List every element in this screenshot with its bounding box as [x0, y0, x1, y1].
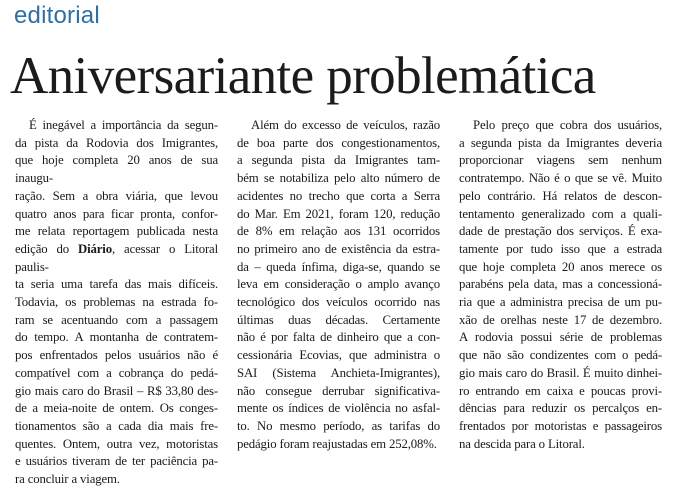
text-line: contratempo. Não é o que se vê. Muito — [459, 171, 662, 186]
article-column-1 — [15, 117, 218, 489]
text-line: me relata reportagem publicada nesta — [15, 224, 218, 239]
text-line: Pelo preço que cobra dos usuários, — [473, 118, 662, 132]
text-line: quentes. Ontem, outra vez, motoristas — [15, 436, 218, 451]
text-line: gio mais caro do Brasil – R$ 33,80 des- — [15, 383, 218, 398]
text-line: a segunda pista da Imigrantes tam- — [237, 153, 440, 168]
text-line: no primeiro ano de existência da estra- — [237, 241, 440, 256]
text-line: Todavia, os problemas na estrada fo- — [15, 295, 218, 310]
text-line: dade de prestação dos serviços. É exa- — [459, 224, 662, 239]
text-line: cessionária Ecovias, que administra o — [237, 348, 440, 363]
text-line: que hoje completa 20 anos merece os — [459, 259, 662, 274]
text-line: e usuários tiveram de ter paciência pa- — [15, 454, 218, 469]
text-line: bém se notabiliza pelo alto número de — [237, 171, 440, 186]
text-line: SAI (Sistema Anchieta-Imigrantes), — [237, 365, 440, 380]
text-line: de a meia-noite de ontem. Os conges- — [15, 401, 218, 416]
text-line: de boa parte dos congestionamentos, — [237, 135, 440, 150]
text-line: compatível com a cobrança do pedá- — [15, 365, 218, 380]
text-line: últimas duas décadas. Certamente — [237, 312, 440, 327]
text-line: acidentes no trecho que corta a Serra — [237, 188, 440, 203]
text-line: tecnológico dos veículos ocorrido nas — [237, 295, 440, 310]
text-line: gio mais caro do Brasil. É muito dinhei- — [459, 365, 662, 380]
text-line: pos enfrentados pelos usuários não é — [15, 348, 218, 363]
text-line: A rodovia possui série de problemas — [459, 330, 662, 345]
article-column-3 — [459, 117, 662, 453]
text-line: não é por falta de dinheiro que a con- — [237, 330, 440, 345]
article-column-2 — [237, 117, 440, 453]
text-line: frentados por motoristas e passageiros — [459, 418, 662, 433]
text-line: xão de orelhas neste 17 de dezembro. — [459, 312, 662, 327]
text-line: da pista da Rodovia dos Imigrantes, — [15, 135, 218, 150]
text-line: ra concluir a viagem. — [15, 472, 120, 487]
text-line: edição do Diário, acessar o Litoral paulis- — [15, 241, 218, 274]
text-line: mente os índices de violência no asfal- — [237, 401, 440, 416]
text-line: quatro anos para ficar pronta, confor- — [15, 206, 218, 221]
text-line: da – queda ínfima, diga-se, quando se — [237, 259, 440, 274]
text-line: parabéns pela data, mas a concessioná- — [459, 277, 662, 292]
text-line: tionamentos são a cada dia mais fre- — [15, 418, 218, 433]
text-line: ria que a administra precisa de um pu- — [459, 295, 662, 310]
text-line: tentamento generalizado com a quali- — [459, 206, 662, 221]
text-line: dências para reduzir os percalços en- — [459, 401, 662, 416]
text-line: que hoje completa 20 anos de sua inaugu- — [15, 153, 218, 186]
newspaper-name: Diário — [78, 241, 112, 256]
text-line: que não são condizentes com o pedá- — [459, 348, 662, 363]
text-line: É inegável a importância da segun- — [29, 118, 218, 132]
text-line: ram se acentuando com a passagem — [15, 312, 218, 327]
text-line: pelo contrário. Há relatos de descon- — [459, 188, 662, 203]
text-line: tamente por tudo isso que a estrada — [459, 241, 662, 256]
text-line: leva em consideração o amplo avanço — [237, 277, 440, 292]
text-line: de 8% em relação aos 131 ocorridos — [237, 224, 440, 239]
headline: Aniversariante problemática — [10, 47, 596, 105]
text-line: pedágio foram reajustadas em 252,08%. — [237, 436, 437, 451]
text-line: a segunda pista da Imigrantes deveria — [459, 135, 662, 150]
text-line: do tempo. A montanha de contratem- — [15, 330, 218, 345]
text-line: ração. Sem a obra viária, que levou — [15, 188, 218, 203]
text-line: Além do excesso de veículos, razão — [251, 118, 440, 132]
text-line: na descida para o Litoral. — [459, 436, 585, 451]
text-line: to. No mesmo período, as tarifas do — [237, 418, 440, 433]
section-label: editorial — [14, 2, 100, 29]
text-line: do Mar. Em 2021, foram 120, redução — [237, 206, 440, 221]
text-line: não consegue derrubar significativa- — [237, 383, 440, 398]
text-line: ta seria uma tarefa das mais difíceis. — [15, 277, 218, 292]
text-line: proporcionar viagens sem nenhum — [459, 153, 662, 168]
text-line: ro entrando em caixa e poucas provi- — [459, 383, 662, 398]
